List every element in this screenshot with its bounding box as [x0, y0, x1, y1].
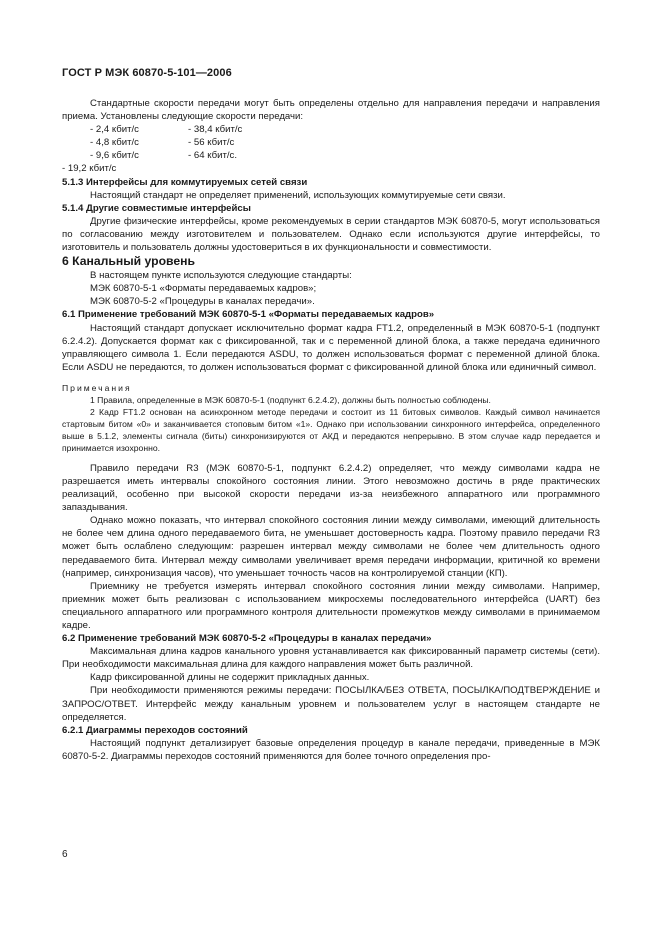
page-number: 6	[62, 849, 68, 860]
section-6-2-paragraph: Максимальная длина кадров канального уровня устанавливается как фиксированный параметр системы (сети). При необходимости максимальная длина для каждого направления может быть различной.	[62, 646, 600, 671]
speed-item: - 4,8 кбит/с	[90, 137, 139, 149]
section-5-1-4-text: Другие физические интерфейсы, кроме рекомендуемых в серии стандартов МЭК 60870-5, могут использоваться по согласованию между изготовителем и пользователем. Однако если используются другие интерфейсы, то изготовитель и пользователь должны удостовериться в их функциональности и совместимости.	[62, 215, 600, 254]
note-1: 1 Правила, определенные в МЭК 60870-5-1 (подпункт 6.2.4.2), должны быть полностью соблюдены.	[90, 394, 491, 405]
page-content	[62, 97, 600, 763]
section-6-1-title: 6.1 Применение требований МЭК 60870-5-1 «Форматы передаваемых кадров»	[62, 309, 435, 321]
section-6-title: 6 Канальный уровень	[62, 254, 196, 269]
section-6-1-paragraph: Правило передачи R3 (МЭК 60870-5-1, подпункт 6.2.4.2) определяет, что между символами кадра не разрешается иметь интервалы спокойного состояния линии. Этого невозможно достичь в ряде практических реализаций, особенно при высокой скорости передачи из-за неизбежного аппаратного или программного запаздывания.	[62, 462, 600, 514]
notes-heading: Примечания	[62, 382, 132, 393]
section-6-2-1-title: 6.2.1 Диаграммы переходов состояний	[62, 724, 248, 736]
speed-item: - 38,4 кбит/с	[188, 124, 243, 136]
section-6-1-paragraph: Однако можно показать, что интервал спокойного состояния линии между символами, имеющий длительность не более чем длина одного передаваемого бита, не уменьшает достоверность кадра. Поэтому правило передачи R3 может быть ослаблено следующим: разрешен интервал между символами не более чем длительность одного передаваемого бита. Интервал между символами увеличивает время передачи информации, критичной ко времени (например, синхронизация часов), что уменьшает точность часов на контролируемой станции (КП).	[62, 515, 600, 579]
section-6-1-paragraph: Приемнику не требуется измерять интервал спокойного состояния линии между символами. Например, приемник может быть реализован с использованием микросхемы последовательного интерфейса (UART) без специального аппаратного или программного контроля длительности промежутков между символами в принимаемом кадре.	[62, 580, 600, 631]
section-6-intro: В настоящем пункте используются следующие стандарты:	[90, 270, 352, 282]
section-6-2-title: 6.2 Применение требований МЭК 60870-5-2 «Процедуры в каналах передачи»	[62, 633, 432, 645]
speed-item: - 56 кбит/с	[188, 137, 235, 149]
section-5-1-3-title: 5.1.3 Интерфейсы для коммутируемых сетей связи	[62, 176, 308, 188]
section-6-2-1-paragraph: Настоящий подпункт детализирует базовые определения процедур в канале передачи, приведенные в МЭК 60870-5-2. Диаграммы переходов состояний применяются для более точного определения про-	[62, 737, 600, 762]
note-2: 2 Кадр FT1.2 основан на асинхронном методе передачи и состоит из 11 битовых символов. Каждый символ начинается стартовым битом «0» и заканчивается стоповым битом «1». Однако при использовании синхронного интерфейса, определенного выше в 5.1.2, элементы сигнала (биты) синхронизируются от АКД и передаются непрерывно. В этом случае кадр передается и принимается изохронно.	[62, 406, 600, 453]
speed-item: - 64 кбит/с.	[188, 150, 237, 162]
speed-item-last: - 19,2 кбит/с	[62, 163, 117, 175]
section-6-1-paragraph: Настоящий стандарт допускает исключительно формат кадра FT1.2, определенный в МЭК 60870-5-1 (подпункт 6.2.4.2). Допускается формат как с фиксированной, так и с переменной длиной блока, а также передача единичного управляющего символа 1. Если передаются ASDU, то должен использоваться формат с переменной длиной блока. Если ASDU не передаются, то должен использоваться формат с фиксированной длиной блока или единичный символ.	[62, 322, 600, 373]
section-6-2-paragraph: При необходимости применяются режимы передачи: ПОСЫЛКА/БЕЗ ОТВЕТА, ПОСЫЛКА/ПОДТВЕРЖДЕНИЕ и ЗАПРОС/ОТВЕТ. Интерфейс между канальным уровнем и пользователем услуг в настоящем стандарте не определяется.	[62, 685, 600, 723]
speed-item: - 2,4 кбит/с	[90, 124, 139, 136]
speed-list	[90, 123, 600, 162]
section-6-standard-1: МЭК 60870-5-1 «Форматы передаваемых кадров»;	[90, 283, 317, 295]
section-5-1-4-title: 5.1.4 Другие совместимые интерфейсы	[62, 202, 251, 214]
section-6-standard-2: МЭК 60870-5-2 «Процедуры в каналах передачи».	[90, 296, 315, 308]
notes-block	[62, 382, 600, 454]
section-6-2-paragraph: Кадр фиксированной длины не содержит прикладных данных.	[90, 672, 370, 684]
section-5-1-3-text: Настоящий стандарт не определяет применений, использующих коммутируемые сети связи.	[90, 189, 506, 201]
speeds-intro-paragraph: Стандартные скорости передачи могут быть определены отдельно для направления передачи и направления приема. Установлены следующие скорости передачи:	[62, 98, 600, 123]
page-header: ГОСТ Р МЭК 60870-5-101—2006	[62, 67, 232, 79]
speed-item: - 9,6 кбит/с	[90, 150, 139, 162]
